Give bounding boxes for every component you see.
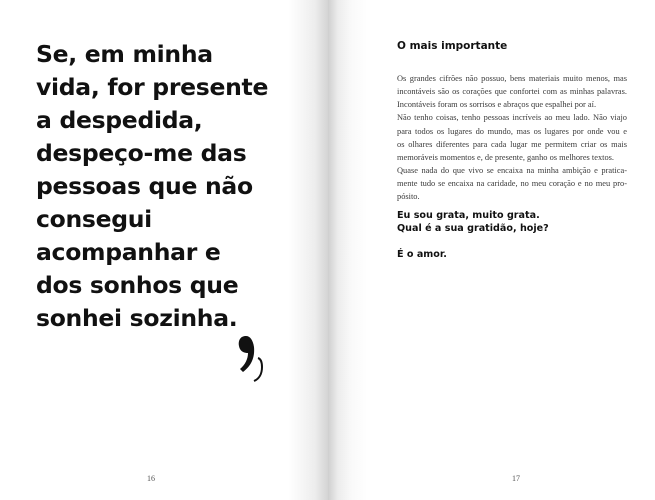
body-line: incontáveis são os corações que confortei com as minhas palavras.: [397, 87, 627, 97]
body-line: mente tudo se encaixa na caridade, no meu coração e no meu pro-: [397, 179, 627, 189]
section-title: O mais importante: [397, 40, 508, 52]
body-line: Os grandes cifrões não possuo, bens materiais muito menos, mas: [397, 74, 627, 83]
page-number-left: 16: [147, 474, 155, 483]
body-line: memoráveis momentos e, de presente, ganho os melhores textos.: [397, 152, 614, 162]
body-line: Quase nada do que vivo se encaixa na minha ambição e pratica-: [397, 166, 627, 176]
quote-text: Se, em minha vida, for presente a despedida, despeço-me das pessoas que não consegui acompanhar e dos sonhos que sonhei sozinha.: [36, 40, 269, 332]
body-line: pósito.: [397, 192, 420, 202]
body-paragraph: [397, 72, 627, 204]
body-line: Não tenho coisas, tenho pessoas incríveis ao meu lado. Não viajo: [397, 113, 627, 123]
body-line: para todos os lugares do mundo, mas os lugares por onde vou e: [397, 126, 627, 136]
gratitude-question: Qual é a sua gratidão, hoje?: [397, 223, 549, 234]
closing-statement: É o amor.: [397, 249, 447, 260]
body-line: Incontáveis foram os sorrisos e abraços que espalhei por aí.: [397, 100, 597, 110]
page-number-right: 17: [512, 474, 520, 483]
body-line: os olhares diferentes para cada lugar me permitem criar os mais: [397, 139, 627, 149]
right-page: [328, 0, 655, 500]
gratitude-statement: Eu sou grata, muito grata.: [397, 210, 540, 221]
closing-quote-mark-icon: [237, 334, 271, 382]
